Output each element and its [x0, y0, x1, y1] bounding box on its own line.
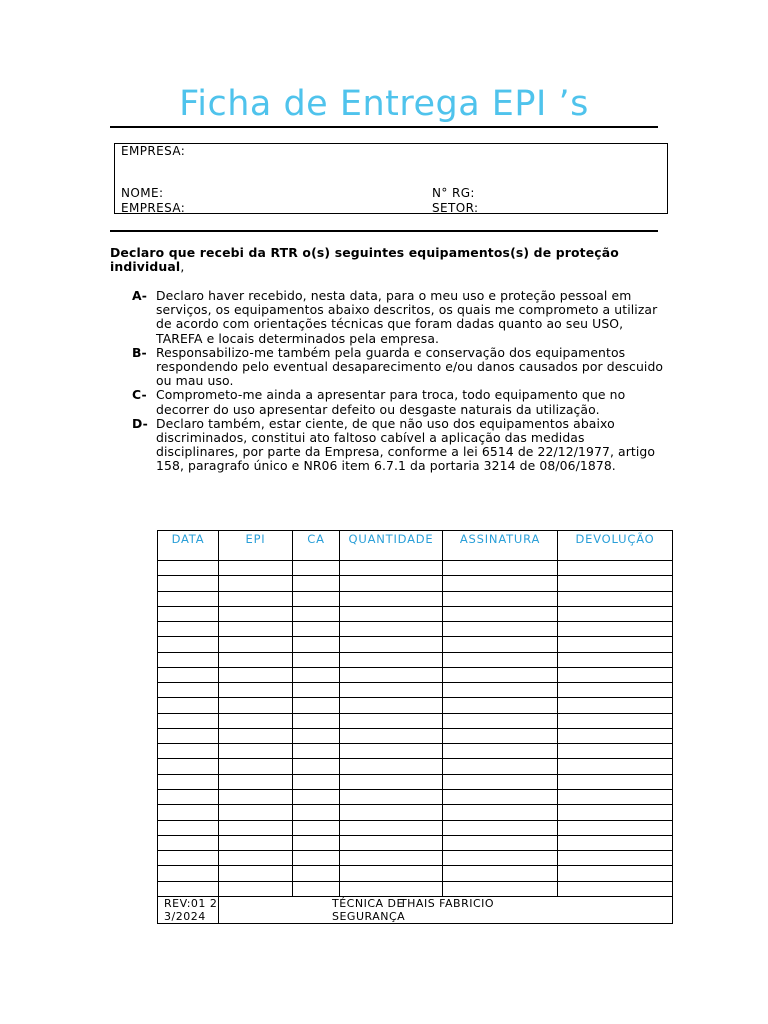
cell-assinatura[interactable]: [443, 683, 558, 698]
cell-epi[interactable]: [219, 759, 293, 774]
cell-quantidade[interactable]: [340, 789, 443, 804]
middle-rule: [110, 230, 658, 232]
cell-assinatura[interactable]: [443, 774, 558, 789]
table-row: [158, 866, 673, 881]
table-row: [158, 683, 673, 698]
cell-epi[interactable]: [219, 683, 293, 698]
cell-ca[interactable]: [293, 774, 340, 789]
rg-label: N° RG:: [432, 186, 475, 200]
cell-quantidade[interactable]: [340, 622, 443, 637]
table-row: [158, 774, 673, 789]
cell-data[interactable]: [158, 774, 219, 789]
cell-ca[interactable]: [293, 881, 340, 896]
header-data: DATA: [158, 531, 219, 561]
cell-ca[interactable]: [293, 591, 340, 606]
table-row: [158, 698, 673, 713]
cell-data[interactable]: [158, 866, 219, 881]
cell-assinatura[interactable]: [443, 698, 558, 713]
cell-assinatura[interactable]: [443, 866, 558, 881]
cell-data[interactable]: [158, 835, 219, 850]
cell-epi[interactable]: [219, 820, 293, 835]
clause-text: Declaro haver recebido, nesta data, para o meu uso e proteção pessoal em serviços, os equipamentos abaixo descritos, os quais me comprometo a utilizar de acordo com orientações técnicas que foram dadas quanto ao seu USO, TAREFA e locais determinados pela empresa.: [156, 288, 658, 346]
cell-data[interactable]: [158, 759, 219, 774]
cell-quantidade[interactable]: [340, 698, 443, 713]
table-row: [158, 728, 673, 743]
top-rule: [110, 126, 658, 128]
empresa-top-label: EMPRESA:: [121, 144, 186, 158]
table-row: [158, 652, 673, 667]
cell-epi[interactable]: [219, 744, 293, 759]
cell-assinatura[interactable]: [443, 835, 558, 850]
cell-data[interactable]: [158, 606, 219, 621]
clause-b: [110, 346, 670, 389]
cell-epi[interactable]: [219, 591, 293, 606]
cell-assinatura[interactable]: [443, 591, 558, 606]
table-row: [158, 667, 673, 682]
header-ca: CA: [293, 531, 340, 561]
table-row: [158, 606, 673, 621]
cell-devolucao[interactable]: [558, 637, 673, 652]
epi-table-container: [157, 530, 672, 924]
header-assinatura: ASSINATURA: [443, 531, 558, 561]
cell-quantidade[interactable]: [340, 637, 443, 652]
cell-quantidade[interactable]: [340, 805, 443, 820]
table-row: [158, 820, 673, 835]
role-label: TÉCNICA DE SEGURANÇA: [332, 897, 406, 923]
page-title: Ficha de Entrega EPI ’s: [179, 84, 589, 124]
empresa-label: EMPRESA:: [121, 201, 186, 215]
cell-assinatura[interactable]: [443, 881, 558, 896]
cell-devolucao[interactable]: [558, 881, 673, 896]
cell-ca[interactable]: [293, 805, 340, 820]
cell-epi[interactable]: [219, 789, 293, 804]
cell-devolucao[interactable]: [558, 835, 673, 850]
nome-label: NOME:: [121, 186, 164, 200]
cell-quantidade[interactable]: [340, 881, 443, 896]
setor-label: SETOR:: [432, 201, 479, 215]
cell-ca[interactable]: [293, 851, 340, 866]
table-row: [158, 805, 673, 820]
table-body: [158, 561, 673, 897]
declaration-intro-text: Declaro que recebi da RTR o(s) seguintes equipamentos(s) de proteção individual: [110, 245, 619, 274]
cell-ca[interactable]: [293, 652, 340, 667]
cell-quantidade[interactable]: [340, 728, 443, 743]
cell-quantidade[interactable]: [340, 759, 443, 774]
table-header-row: [158, 531, 673, 561]
cell-devolucao[interactable]: [558, 652, 673, 667]
cell-data[interactable]: [158, 683, 219, 698]
cell-devolucao[interactable]: [558, 759, 673, 774]
cell-epi[interactable]: [219, 774, 293, 789]
table-row: [158, 576, 673, 591]
cell-quantidade[interactable]: [340, 652, 443, 667]
cell-devolucao[interactable]: [558, 728, 673, 743]
cell-devolucao[interactable]: [558, 820, 673, 835]
table-row: [158, 637, 673, 652]
epi-delivery-table: [157, 530, 673, 924]
cell-devolucao[interactable]: [558, 576, 673, 591]
cell-epi[interactable]: [219, 728, 293, 743]
cell-data[interactable]: [158, 698, 219, 713]
cell-devolucao[interactable]: [558, 591, 673, 606]
cell-devolucao[interactable]: [558, 851, 673, 866]
cell-ca[interactable]: [293, 576, 340, 591]
cell-data[interactable]: [158, 652, 219, 667]
employee-info-box: [114, 143, 668, 214]
cell-devolucao[interactable]: [558, 866, 673, 881]
cell-ca[interactable]: [293, 606, 340, 621]
cell-epi[interactable]: [219, 866, 293, 881]
cell-ca[interactable]: [293, 637, 340, 652]
cell-assinatura[interactable]: [443, 759, 558, 774]
cell-data[interactable]: [158, 576, 219, 591]
clause-c: [110, 388, 670, 416]
cell-data[interactable]: [158, 667, 219, 682]
cell-epi[interactable]: [219, 622, 293, 637]
table-row: [158, 622, 673, 637]
clause-letter: D-: [132, 415, 148, 431]
table-row: [158, 835, 673, 850]
cell-quantidade[interactable]: [340, 591, 443, 606]
cell-epi[interactable]: [219, 805, 293, 820]
cell-epi[interactable]: [219, 652, 293, 667]
cell-devolucao[interactable]: [558, 561, 673, 576]
cell-data[interactable]: [158, 744, 219, 759]
clause-text: Comprometo-me ainda a apresentar para troca, todo equipamento que no decorrer do uso apresentar defeito ou desgaste naturais da utilização.: [156, 387, 626, 417]
cell-ca[interactable]: [293, 667, 340, 682]
clause-text: Responsabilizo-me também pela guarda e conservação dos equipamentos respondendo pelo eventual desaparecimento e/ou danos causados por descuido ou mau uso.: [156, 344, 664, 389]
cell-epi[interactable]: [219, 698, 293, 713]
cell-epi[interactable]: [219, 576, 293, 591]
technician-name: THAIS FABRICIO: [399, 897, 495, 910]
table-row: [158, 713, 673, 728]
cell-epi[interactable]: [219, 637, 293, 652]
table-row: [158, 881, 673, 896]
cell-assinatura[interactable]: [443, 622, 558, 637]
clause-letter: B-: [132, 344, 147, 360]
cell-ca[interactable]: [293, 622, 340, 637]
cell-assinatura[interactable]: [443, 744, 558, 759]
table-row: [158, 744, 673, 759]
declaration-intro: [110, 246, 630, 274]
cell-quantidade[interactable]: [340, 744, 443, 759]
cell-data[interactable]: [158, 591, 219, 606]
revision-cell: REV:01 23/2024: [158, 897, 219, 924]
cell-ca[interactable]: [293, 759, 340, 774]
cell-ca[interactable]: [293, 835, 340, 850]
cell-data[interactable]: [158, 561, 219, 576]
cell-assinatura[interactable]: [443, 820, 558, 835]
cell-epi[interactable]: [219, 881, 293, 896]
cell-data[interactable]: [158, 881, 219, 896]
cell-assinatura[interactable]: [443, 652, 558, 667]
cell-devolucao[interactable]: [558, 805, 673, 820]
cell-devolucao[interactable]: [558, 789, 673, 804]
clause-letter: C-: [132, 387, 147, 403]
cell-data[interactable]: [158, 713, 219, 728]
cell-assinatura[interactable]: [443, 789, 558, 804]
cell-quantidade[interactable]: [340, 713, 443, 728]
cell-quantidade[interactable]: [340, 851, 443, 866]
cell-devolucao[interactable]: [558, 683, 673, 698]
table-row: [158, 561, 673, 576]
cell-epi[interactable]: [219, 667, 293, 682]
cell-devolucao[interactable]: [558, 744, 673, 759]
cell-assinatura[interactable]: [443, 851, 558, 866]
table-row: [158, 789, 673, 804]
cell-ca[interactable]: [293, 789, 340, 804]
cell-assinatura[interactable]: [443, 713, 558, 728]
cell-assinatura[interactable]: [443, 606, 558, 621]
cell-devolucao[interactable]: [558, 667, 673, 682]
cell-assinatura[interactable]: [443, 728, 558, 743]
table-row: [158, 591, 673, 606]
clause-d: [110, 417, 670, 474]
declaration-clauses: [110, 289, 670, 474]
cell-quantidade[interactable]: [340, 866, 443, 881]
cell-assinatura[interactable]: [443, 667, 558, 682]
cell-ca[interactable]: [293, 698, 340, 713]
cell-quantidade[interactable]: [340, 683, 443, 698]
cell-data[interactable]: [158, 820, 219, 835]
cell-devolucao[interactable]: [558, 606, 673, 621]
cell-quantidade[interactable]: [340, 667, 443, 682]
cell-data[interactable]: [158, 789, 219, 804]
cell-ca[interactable]: [293, 866, 340, 881]
cell-assinatura[interactable]: [443, 637, 558, 652]
table-footer-row: [158, 897, 673, 924]
cell-ca[interactable]: [293, 728, 340, 743]
declaration-intro-end: ,: [180, 259, 185, 274]
cell-quantidade[interactable]: [340, 561, 443, 576]
cell-quantidade[interactable]: [340, 820, 443, 835]
cell-quantidade[interactable]: [340, 576, 443, 591]
cell-assinatura[interactable]: [443, 805, 558, 820]
table-row: [158, 851, 673, 866]
cell-data[interactable]: [158, 622, 219, 637]
signature-footer-cell: [219, 897, 673, 924]
cell-ca[interactable]: [293, 820, 340, 835]
header-devolucao: DEVOLUÇÃO: [558, 531, 673, 561]
cell-ca[interactable]: [293, 683, 340, 698]
cell-epi[interactable]: [219, 561, 293, 576]
cell-data[interactable]: [158, 851, 219, 866]
cell-ca[interactable]: [293, 744, 340, 759]
cell-data[interactable]: [158, 637, 219, 652]
clause-text: Declaro também, estar ciente, de que não uso dos equipamentos abaixo discriminados, constitui ato faltoso cabível a aplicação das medidas disciplinares, por parte da Empresa, conforme a lei 6514 de 22/12/1977, artigo 158, paragrafo único e NR06 item 6.7.1 da portaria 3214 de 08/06/1878.: [156, 415, 656, 474]
cell-data[interactable]: [158, 805, 219, 820]
cell-epi[interactable]: [219, 606, 293, 621]
cell-quantidade[interactable]: [340, 774, 443, 789]
table-row: [158, 759, 673, 774]
cell-data[interactable]: [158, 728, 219, 743]
cell-epi[interactable]: [219, 713, 293, 728]
cell-epi[interactable]: [219, 835, 293, 850]
cell-epi[interactable]: [219, 851, 293, 866]
header-quantidade: QUANTIDADE: [340, 531, 443, 561]
cell-devolucao[interactable]: [558, 698, 673, 713]
cell-devolucao[interactable]: [558, 622, 673, 637]
header-epi: EPI: [219, 531, 293, 561]
clause-a: [110, 289, 670, 346]
cell-assinatura[interactable]: [443, 561, 558, 576]
cell-ca[interactable]: [293, 561, 340, 576]
cell-devolucao[interactable]: [558, 774, 673, 789]
cell-assinatura[interactable]: [443, 576, 558, 591]
cell-quantidade[interactable]: [340, 606, 443, 621]
cell-devolucao[interactable]: [558, 713, 673, 728]
cell-ca[interactable]: [293, 713, 340, 728]
clause-letter: A-: [132, 288, 147, 303]
cell-quantidade[interactable]: [340, 835, 443, 850]
